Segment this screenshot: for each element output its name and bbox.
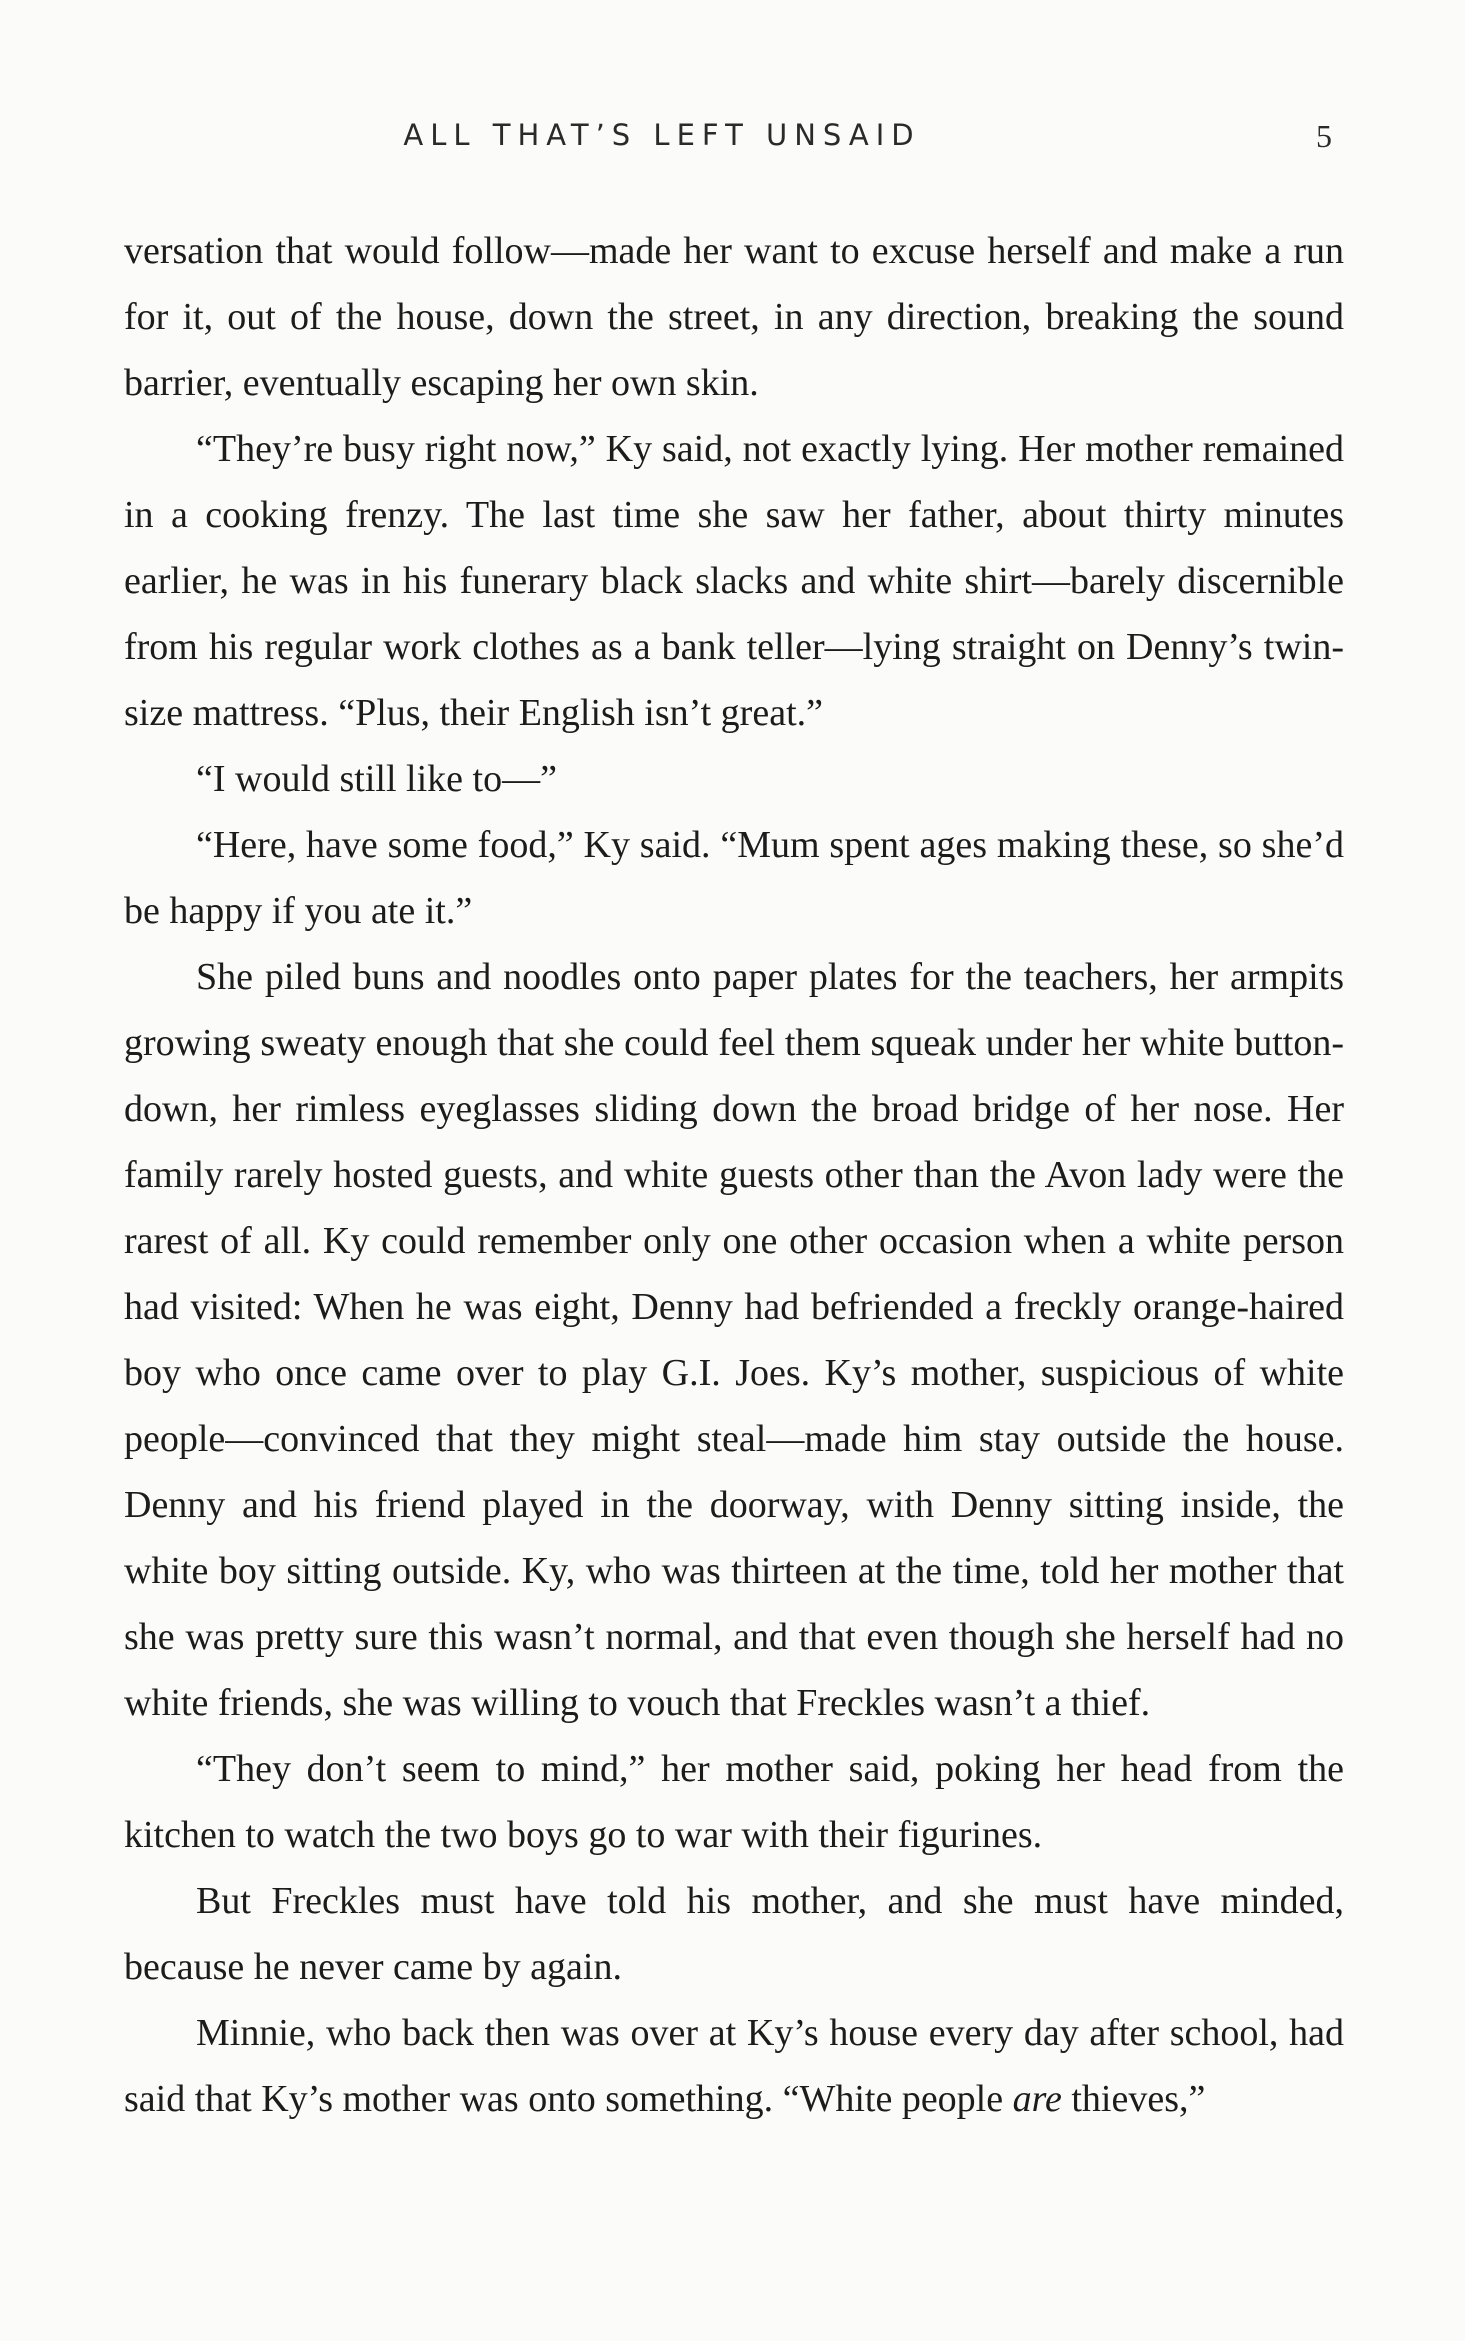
paragraph: “They don’t seem to mind,” her mother said, poking her head from the kitchen to watch the two boys go to war with their figurines. [124, 1748, 1344, 1856]
paragraph-last [124, 2000, 1344, 2132]
body-text [124, 218, 1344, 2132]
paragraph: She piled buns and noodles onto paper plates for the teachers, her armpits growing sweaty enough that she could feel them squeak under her white button-down, her rimless eyeglasses sliding down the broad bridge of her nose. Her family rarely hosted guests, and white guests other than the Avon lady were the rarest of all. Ky could remember only one other occasion when a white person had visited: When he was eight, Denny had befriended a freckly orange-haired boy who once came over to play G.I. Joes. Ky’s mother, suspicious of white people—convinced that they might steal—made him stay outside the house. Denny and his friend played in the doorway, with Denny sitting inside, the white boy sitting outside. Ky, who was thirteen at the time, told her mother that she was pretty sure this wasn’t normal, and that even though she herself had no white friends, she was willing to vouch that Freckles wasn’t a thief. [124, 956, 1344, 1724]
running-title: ALL THAT’S LEFT UNSAID [403, 118, 921, 152]
paragraph: versation that would follow—made her want to excuse herself and make a run for it, out of the house, down the street, in any direction, breaking the sound barrier, eventually escaping her own skin. [124, 230, 1344, 404]
running-head [0, 118, 1465, 162]
paragraph: “Here, have some food,” Ky said. “Mum spent ages making these, so she’d be happy if you ate it.” [124, 824, 1344, 932]
paragraph: “I would still like to—” [196, 758, 557, 800]
page-number: 5 [1316, 118, 1332, 154]
italic-word: are [1012, 2078, 1062, 2120]
paragraph: “They’re busy right now,” Ky said, not exactly lying. Her mother remained in a cooking frenzy. The last time she saw her father, about thirty minutes earlier, he was in his funerary black slacks and white shirt—barely discernible from his regular work clothes as a bank teller—lying straight on Denny’s twin-size mattress. “Plus, their English isn’t great.” [124, 428, 1344, 734]
paragraph: But Freckles must have told his mother, and she must have minded, because he never came by again. [124, 1880, 1344, 1988]
paragraph-last-start: Minnie, who back then was over at Ky’s house every day after school, had said that Ky’s mother was onto something. “White people [124, 2012, 1344, 2120]
paragraph-last-tail: thieves,” [1061, 2078, 1206, 2120]
